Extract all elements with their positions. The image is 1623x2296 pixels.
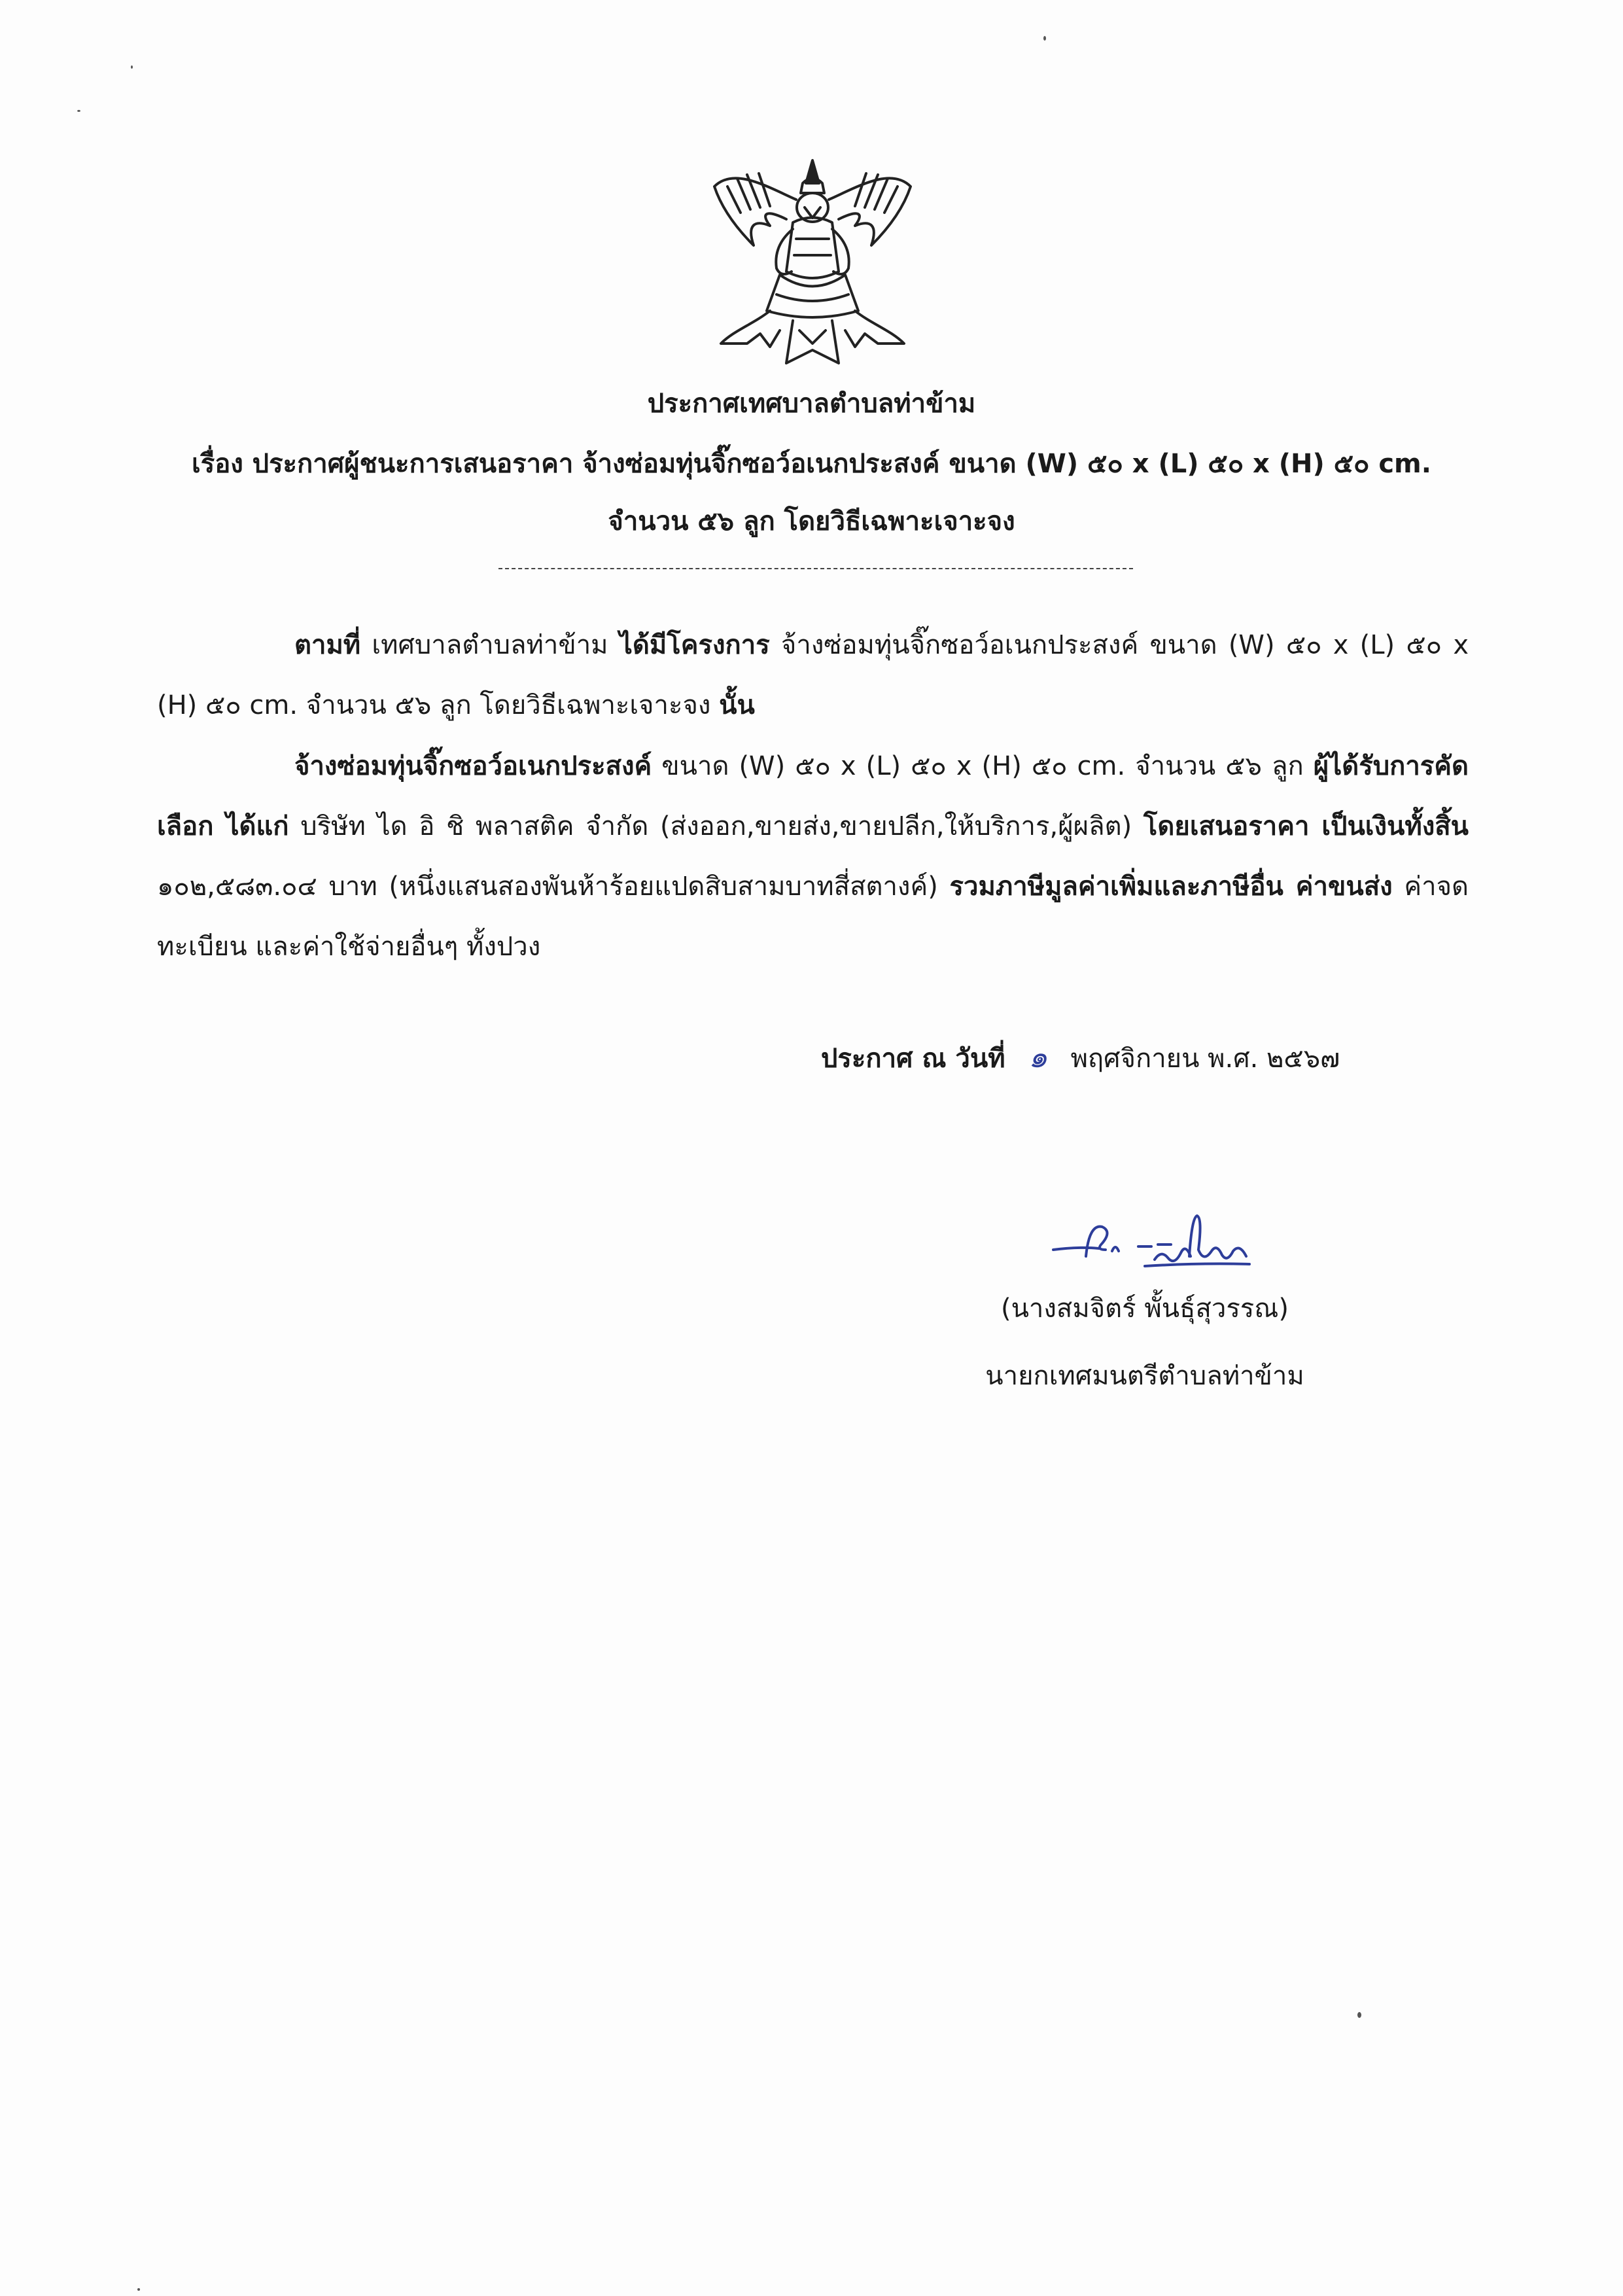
p1-end: นั้น	[719, 690, 755, 720]
announcement-subject: เรื่อง ประกาศผู้ชนะการเสนอราคา จ้างซ่อมทุ่นจิ๊กซอว์อเนกประสงค์ ขนาด (W) ๕๐ x (L) ๕๐ x (H) ๕๐ cm.	[192, 449, 1431, 479]
p2-tail: ค่าจดทะเบียน และค่าใช้จ่ายอื่นๆ ทั้งปวง	[157, 872, 1469, 962]
date-month-year: พฤศจิกายน พ.ศ. ๒๕๖๗	[1070, 1044, 1340, 1074]
p2-lead: จ้างซ่อมทุ่นจิ๊กซอว์อเนกประสงค์	[294, 751, 652, 781]
announcement-date	[821, 1040, 1340, 1075]
garuda-emblem-icon	[708, 147, 917, 373]
p1-text: จ้างซ่อมทุ่นจิ๊กซอว์อเนกประสงค์ ขนาด (W) ๕๐ x (L) ๕๐ x (H) ๕๐ cm. จำนวน ๕๖ ลูก โดยวิธีเฉพาะเจาะจง	[157, 630, 1469, 720]
scan-speck	[131, 65, 133, 69]
scan-speck	[77, 110, 80, 112]
p2-company: บริษัท ได อิ ชิ พลาสติค จำกัด (ส่งออก,ขายส่ง,ขายปลีก,ให้บริการ,ผู้ผลิต)	[288, 811, 1143, 841]
section-divider	[498, 568, 1133, 569]
paragraph-background	[157, 615, 1469, 735]
announcement-title: ประกาศเทศบาลตำบลท่าข้าม	[647, 389, 976, 419]
p1-lead: ตามที่	[294, 630, 361, 660]
p2-offer: โดยเสนอราคา เป็นเงินทั้งสิ้น	[1143, 811, 1469, 841]
signer-name: (นางสมจิตร์ พั้นธุ์สุวรรณ)	[1000, 1294, 1289, 1324]
scan-speck	[137, 2288, 140, 2291]
p2-text: ขนาด (W) ๕๐ x (L) ๕๐ x (H) ๕๐ cm. จำนวน ๕๖ ลูก	[652, 751, 1314, 781]
p2-selected: ผู้ได้รับการคัดเลือก ได้แก่	[157, 751, 1469, 841]
date-prefix: ประกาศ ณ วันที่	[821, 1044, 1005, 1074]
date-day: ๑	[1028, 1039, 1048, 1074]
p1-org: เทศบาลตำบลท่าข้าม	[360, 630, 620, 660]
announcement-subject-continued: จำนวน ๕๖ ลูก โดยวิธีเฉพาะเจาะจง	[608, 506, 1015, 537]
scan-speck	[1357, 2012, 1361, 2018]
scan-speck	[1043, 36, 1046, 41]
p1-has-project: ได้มีโครงการ	[619, 630, 770, 660]
p2-amount: ๑๐๒,๕๘๓.๐๔ บาท (หนึ่งแสนสองพันห้าร้อยแปดสิบสามบาทสี่สตางค์)	[157, 872, 950, 902]
paragraph-winner	[157, 736, 1469, 977]
signature-icon	[1040, 1210, 1263, 1289]
signer-title: นายกเทศมนตรีตำบลท่าข้าม	[985, 1361, 1304, 1391]
p2-tax: รวมภาษีมูลค่าเพิ่มและภาษีอื่น ค่าขนส่ง	[949, 872, 1393, 902]
